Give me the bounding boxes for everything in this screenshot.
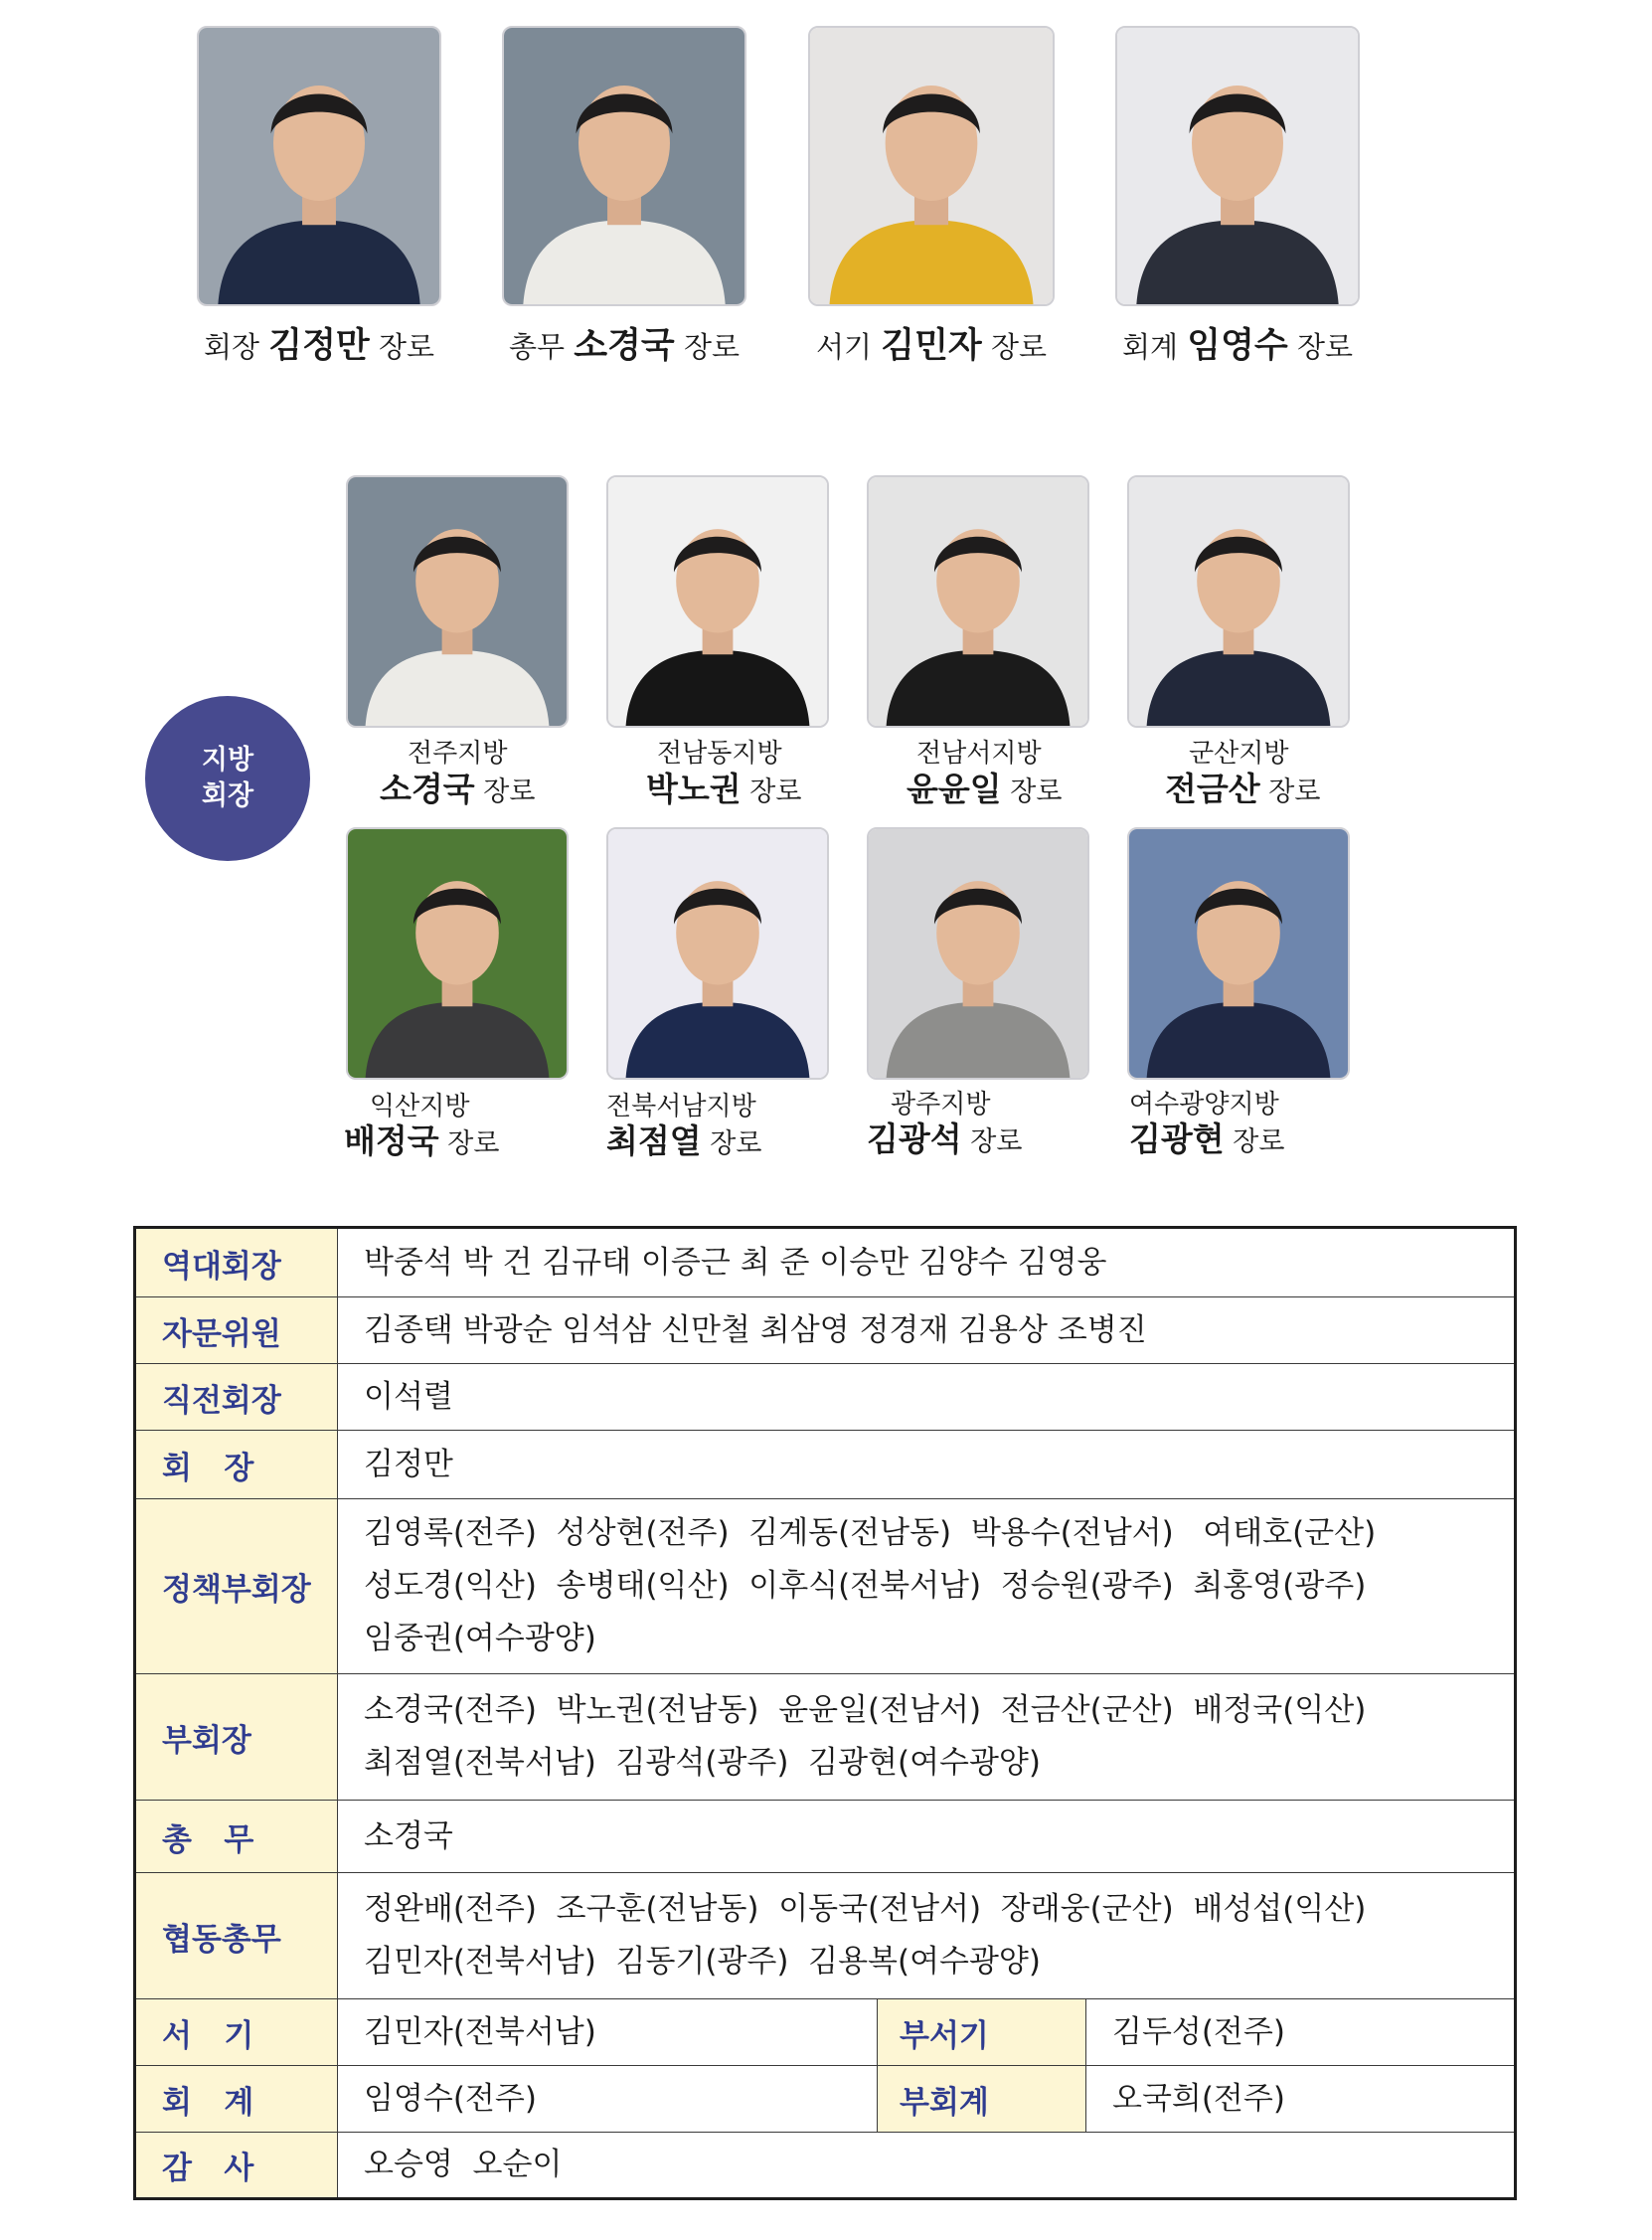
district-region-jeonju: 전주지방 xyxy=(408,739,508,769)
district-name-gunsan: 전금산 장로 xyxy=(1165,770,1321,808)
label-past-presidents: 역대회장 xyxy=(135,1228,338,1297)
label-president: 회 장 xyxy=(135,1431,338,1499)
label-deputy-secretary: 부서기 xyxy=(878,1999,1086,2066)
district-name-iksan: 배정국 장로 xyxy=(344,1121,500,1160)
policy-vp-line-3: 임중권(여수광양) xyxy=(364,1621,596,1656)
value-secretary: 김민자(전북서남) xyxy=(338,1999,878,2066)
district-name-jeonbuk-southwest: 최점열 장로 xyxy=(606,1121,762,1160)
roster-row-advisors xyxy=(135,1297,1516,1364)
roster-row-policy-vp xyxy=(135,1499,1516,1674)
roster-row-assoc-general-affairs xyxy=(135,1873,1516,1999)
value-past-presidents: 박중석 박 건 김규태 이증근 최 준 이승만 김양수 김영웅 xyxy=(338,1228,1516,1297)
district-name-jeonnam-west: 윤윤일 장로 xyxy=(907,770,1063,808)
officer-caption-secretary: 서기 김민자 장로 xyxy=(816,326,1047,366)
label-advisors: 자문위원 xyxy=(135,1297,338,1364)
district-name-yeosu-gwangyang: 김광현 장로 xyxy=(1129,1120,1285,1158)
value-president: 김정만 xyxy=(338,1431,1516,1499)
district-photo-gwangju xyxy=(867,827,1089,1080)
officer-photo-secretary xyxy=(808,26,1055,306)
district-photo-jeonnam-east xyxy=(606,475,829,728)
district-photo-yeosu-gwangyang xyxy=(1127,827,1350,1080)
policy-vp-line-2: 성도경(익산) 송병태(익산) 이후식(전북서남) 정승원(광주) 최홍영(광주) xyxy=(364,1568,1367,1604)
district-region-gwangju: 광주지방 xyxy=(891,1090,991,1120)
officer-caption-president: 회장 김정만 장로 xyxy=(204,326,434,366)
district-region-gunsan: 군산지방 xyxy=(1189,739,1289,769)
value-assoc-general-affairs xyxy=(338,1873,1516,1999)
roster-row-vice-president xyxy=(135,1674,1516,1801)
officer-caption-general-affairs: 총무 소경국 장로 xyxy=(509,326,740,366)
district-region-yeosu-gwangyang: 여수광양지방 xyxy=(1129,1090,1279,1120)
roster-row-treasurer xyxy=(135,2066,1516,2133)
policy-vp-line-1: 김영록(전주) 성상현(전주) 김계동(전남동) 박용수(전남서) 여태호(군산) xyxy=(364,1515,1377,1551)
district-name-jeonju: 소경국 장로 xyxy=(380,770,536,808)
badge-line-2: 회장 xyxy=(201,780,254,811)
vice-president-line-1: 소경국(전주) 박노권(전남동) 윤윤일(전남서) 전금산(군산) 배정국(익산) xyxy=(364,1692,1367,1728)
label-policy-vp: 정책부회장 xyxy=(135,1499,338,1674)
district-region-jeonnam-west: 전남서지방 xyxy=(916,739,1042,769)
district-name-jeonnam-east: 박노권 장로 xyxy=(646,770,802,808)
officer-photo-general-affairs xyxy=(502,26,746,306)
roster-row-president xyxy=(135,1431,1516,1499)
value-deputy-treasurer: 오국희(전주) xyxy=(1086,2066,1516,2133)
label-deputy-treasurer: 부회계 xyxy=(878,2066,1086,2133)
officer-caption-treasurer: 회계 임영수 장로 xyxy=(1122,326,1353,366)
district-region-jeonbuk-southwest: 전북서남지방 xyxy=(606,1092,756,1121)
district-region-jeonnam-east: 전남동지방 xyxy=(657,739,782,769)
assoc-general-affairs-line-1: 정완배(전주) 조구훈(전남동) 이동국(전남서) 장래웅(군산) 배성섭(익산) xyxy=(364,1891,1367,1927)
district-name-gwangju: 김광석 장로 xyxy=(867,1120,1023,1158)
label-treasurer: 회 계 xyxy=(135,2066,338,2133)
assoc-general-affairs-line-2: 김민자(전북서남) 김동기(광주) 김용복(여수광양) xyxy=(364,1944,1041,1980)
label-vice-president: 부회장 xyxy=(135,1674,338,1801)
district-heads-badge xyxy=(145,696,310,861)
value-vice-president xyxy=(338,1674,1516,1801)
value-auditor: 오승영 오순이 xyxy=(338,2133,1516,2199)
officer-photo-president xyxy=(197,26,441,306)
district-photo-jeonnam-west xyxy=(867,475,1089,728)
roster-row-auditor xyxy=(135,2133,1516,2199)
district-photo-jeonbuk-southwest xyxy=(606,827,829,1080)
roster-row-past-presidents xyxy=(135,1228,1516,1297)
district-photo-iksan xyxy=(346,827,569,1080)
roster-row-general-affairs xyxy=(135,1801,1516,1873)
district-region-iksan: 익산지방 xyxy=(370,1092,470,1121)
value-former-president: 이석렬 xyxy=(338,1364,1516,1431)
vice-president-line-2: 최점열(전북서남) 김광석(광주) 김광현(여수광양) xyxy=(364,1745,1041,1781)
label-general-affairs: 총 무 xyxy=(135,1801,338,1873)
roster-table xyxy=(133,1226,1517,2200)
district-photo-jeonju xyxy=(346,475,569,728)
label-secretary: 서 기 xyxy=(135,1999,338,2066)
label-former-president: 직전회장 xyxy=(135,1364,338,1431)
roster-row-former-president xyxy=(135,1364,1516,1431)
value-treasurer: 임영수(전주) xyxy=(338,2066,878,2133)
badge-line-1: 지방 xyxy=(201,745,254,775)
roster-row-secretary xyxy=(135,1999,1516,2066)
label-auditor: 감 사 xyxy=(135,2133,338,2199)
value-policy-vp xyxy=(338,1499,1516,1674)
value-deputy-secretary: 김두성(전주) xyxy=(1086,1999,1516,2066)
officer-photo-treasurer xyxy=(1115,26,1360,306)
label-assoc-general-affairs: 협동총무 xyxy=(135,1873,338,1999)
district-photo-gunsan xyxy=(1127,475,1350,728)
value-advisors: 김종택 박광순 임석삼 신만철 최삼영 정경재 김용상 조병진 xyxy=(338,1297,1516,1364)
value-general-affairs: 소경국 xyxy=(338,1801,1516,1873)
